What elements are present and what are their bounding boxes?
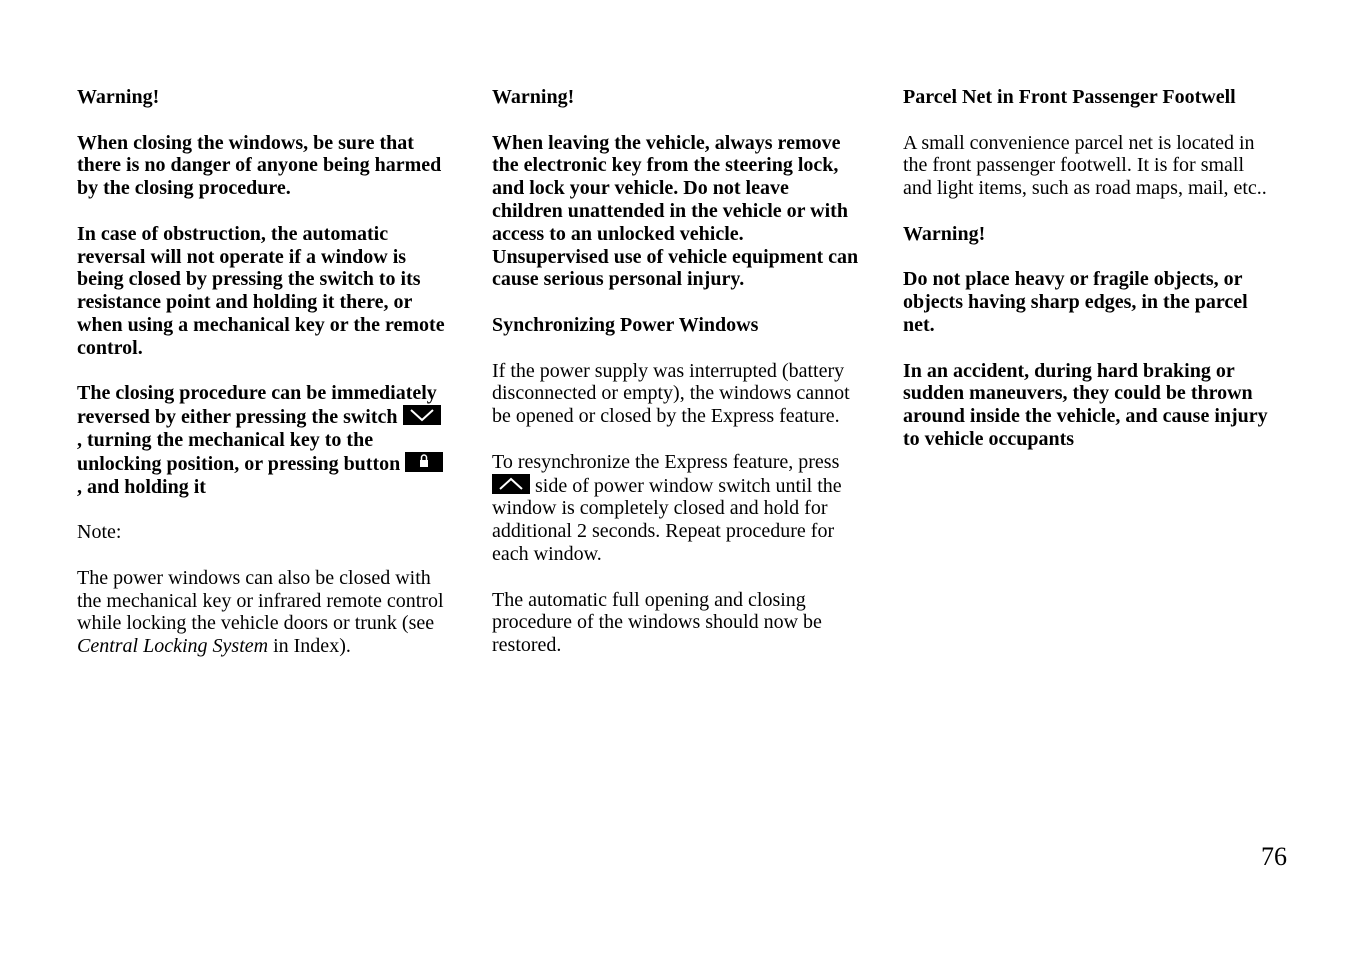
obstruction-warning-text: In case of obstruction, the automatic reversal will not operate if a window is being closed by pressing the switch to its resistance point and holding it there, or when using a mechanical key or the remote control.	[77, 222, 445, 359]
warning-heading: Warning!	[492, 86, 575, 108]
reversal-procedure-text: The closing procedure can be immediately reversed by either pressing the switch , turning the mechanical key to the unlocking position, or pressing button , and holding it	[77, 382, 449, 498]
parcel-net-description: A small convenience parcel net is located in the front passenger footwell. It is for small and light items, such as road maps, mail, etc..	[903, 131, 1267, 200]
page-number: 76	[1261, 842, 1287, 871]
column-3	[903, 86, 1275, 474]
column-1	[77, 86, 449, 681]
warning-heading: Warning!	[903, 222, 986, 245]
power-supply-text: If the power supply was interrupted (battery disconnected or empty), the windows cannot be opened or closed by the Express feature.	[492, 359, 850, 428]
restored-text: The automatic full opening and closing procedure of the windows should now be restored.	[492, 588, 822, 657]
parcel-net-warning-text: Do not place heavy or fragile objects, or objects having sharp edges, in the parcel net.	[903, 268, 1248, 336]
warning-text: When closing the windows, be sure that there is no danger of anyone being harmed by the closing procedure.	[77, 131, 442, 200]
warning-heading: Warning!	[77, 86, 160, 108]
accident-warning-text: In an accident, during hard braking or sudden maneuvers, they could be thrown around inside the vehicle, and cause injury to vehicle occupants	[903, 359, 1268, 450]
window-switch-down-icon	[403, 405, 441, 425]
resynchronize-text: To resynchronize the Express feature, press side of power window switch until the window is completely closed and hold for additional 2 seconds. Repeat procedure for each window.	[492, 450, 842, 565]
central-locking-reference: Central Locking System	[77, 635, 269, 658]
section-heading: Synchronizing Power Windows	[492, 313, 759, 336]
remote-lock-button-icon	[405, 452, 443, 472]
column-2	[492, 86, 864, 680]
note-text: The power windows can also be closed with the mechanical key or infrared remote control while locking the vehicle doors or trunk (see Central Locking System in Index).	[77, 566, 444, 658]
leaving-vehicle-warning-text: When leaving the vehicle, always remove the electronic key from the steering lock, and lock your vehicle. Do not leave children unattended in the vehicle or with access to an unlocked vehicle. Unsupervised use of vehicle equipment can cause serious personal injury.	[492, 131, 859, 291]
note-label: Note:	[77, 521, 122, 544]
section-heading: Parcel Net in Front Passenger Footwell	[903, 86, 1236, 108]
window-switch-up-icon	[492, 474, 530, 494]
